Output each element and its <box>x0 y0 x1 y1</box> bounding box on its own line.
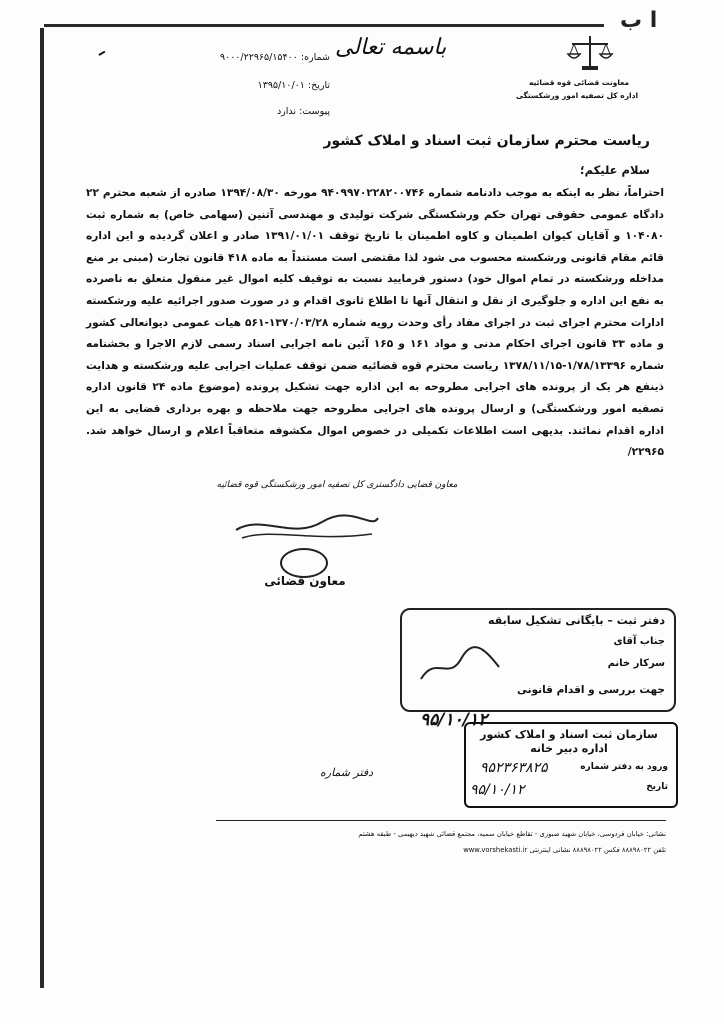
secretariat-line-4: تاریخ <box>646 782 668 792</box>
attachment-label: پیوست: <box>299 106 330 117</box>
referral-line-3: جهت بررسی و اقدام قانونی <box>517 684 665 696</box>
referral-signature-icon <box>415 645 505 685</box>
office-note: دفتر شماره <box>320 766 374 779</box>
greeting: سلام علیکم؛ <box>579 163 650 177</box>
number-value: ۹۰۰۰/۲۲۹۶۵/۱۵۴۰۰ <box>220 52 298 63</box>
corner-mark: ـ <box>90 36 109 61</box>
letter-body: احتراماً، نظر به اینکه به موجب دادنامه شماره ۹۴۰۹۹۷۰۲۲۸۲۰۰۷۴۶ مورخه ۱۳۹۴/۰۸/۳۰ صادره از شعبه محترم ۲۲ دادگاه عمومی حقوقی تهران حکم ورشکستگی شرکت تولیدی و مهندسی آتنین (سهامی خاص) به شماره ثبت ۱۰۴۰۸۰ و آقایان کیوان اطمینان و کاوه اطمینان با تاریخ توقف ۱۳۹۱/۰۱/۰۱ صادر و اعلان گردیده و این اداره قائم مقام قانونی ورشکسته محسوب می شود لذا مقتضی است مستنداً به ماده ۴۱۸ قانون تجارت (مبنی بر منع مداخله ورشکسته در تمام اموال خود) دستور فرمایید نسبت به توقیف کلیه اموال غیر منقول متعلق به ناصرده به نفع این اداره و جلوگیری از نقل و انتقال آنها تا اطلاع ثانوی اقدام و در صورت صدور اجرائیه علیه ورشکسته ادارات محترم اجرای ثبت در اجرای مفاد رأی وحدت رویه شماره ۱۳۷۰/۰۳/۲۸-۵۶۱ هیات عمومی دیوانعالی کشور و ماده ۳۳ قانون اجرای احکام مدنی و مواد ۱۶۱ و ۱۶۵ آئین نامه اجرایی اسناد رسمی لازم الاجرا و بخشنامه شماره ۱/۷۸/۱۳۳۹۶-۱۳۷۸/۱۱/۱۵ ریاست محترم قوه قضائیه ضمن توقف عملیات اجرایی علیه ورشکسته و هدایت ذینفع هر یک از پرونده های اجرایی مطروحه به این اداره جهت تشکیل پرونده (موضوع ماده ۲۴ قانون اداره تصفیه امور ورشکستگی) و ارسال پرونده های اجرایی مطروحه جهت ملاحظه و بهره برداری قضایی به این اداره اقدام نمائند. بدیهی است اطلاعات تکمیلی در خصوص اموال مکشوفه متعاقباً اعلام و ارسال خواهد شد. ۲۲۹۶۵/ <box>86 187 665 459</box>
footer-address: نشانی: خیابان فردوسی، خیابان شهید صبوری - تقاطع خیابان سمیه، مجتمع قضائی شهید دیهیمی - طبقه هشتم <box>358 830 666 838</box>
attachment-value: ندارد <box>276 106 297 117</box>
letter-number <box>150 50 330 66</box>
referral-handwritten-date: ۹۵/۱۰/۱۲ <box>420 710 488 730</box>
org-line-1: معاونت قضائی قوه قضائیه <box>528 78 630 87</box>
recipient: ریاست محترم سازمان ثبت اسناد و املاک کشور <box>323 133 650 149</box>
org-line-2: اداره کل تصفیه امور ورشکستگی <box>515 91 639 100</box>
referral-line-2: سرکار خانم <box>607 658 665 669</box>
secretariat-handwritten-number: ۹۵۲۳۶۳۸۲۵ <box>480 760 548 776</box>
number-label: شماره: <box>300 52 330 63</box>
footer-divider <box>216 820 666 821</box>
secretariat-line-3: ورود به دفتر شماره <box>580 762 668 772</box>
signature-title: معاون قضایی دادگستری کل تصفیه امور ورشکستگی قوه قضائیه <box>216 480 458 490</box>
scan-edge-top <box>44 24 604 27</box>
letter-attachment <box>150 104 330 120</box>
referral-line-1: جناب آقای <box>613 636 665 647</box>
bismillah: باسمه تعالی <box>335 35 447 60</box>
scan-edge-left <box>40 28 44 988</box>
signature-scribble-icon <box>232 510 382 544</box>
signature-stamp: معاون قضائی <box>264 574 346 588</box>
referral-title: دفتر ثبت – بایگانی تشکیل سابقه <box>488 614 665 627</box>
letter-date <box>150 78 330 94</box>
footer-contact: تلفن ۸۸۸۹۸۰۲۲ فکس ۸۸۸۹۸۰۲۲ نشانی اینترنتی www.vorshekasti.ir <box>463 846 666 854</box>
date-label: تاریخ: <box>307 80 330 91</box>
secretariat-line-2: اداره دبیر خانه <box>530 742 608 755</box>
date-value: ۱۳۹۵/۱۰/۰۱ <box>257 80 305 91</box>
secretariat-handwritten-date: ۹۵/۱۰/۱۲ <box>470 782 525 798</box>
secretariat-line-1: سازمان ثبت اسناد و املاک کشور <box>480 728 658 741</box>
judiciary-emblem-icon <box>562 32 618 72</box>
corner-handwriting: ا ب <box>620 8 658 33</box>
